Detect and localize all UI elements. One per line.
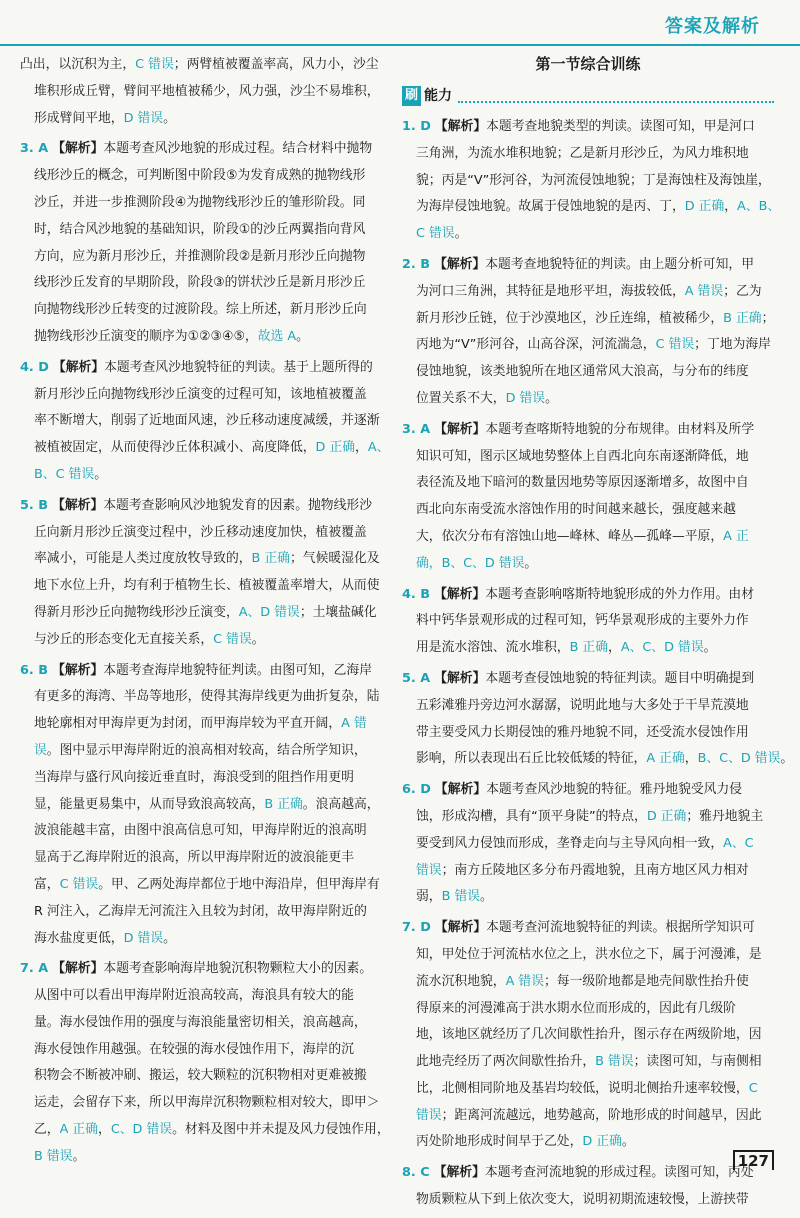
answer-item: [20, 136, 388, 350]
answer-line: [20, 1090, 388, 1117]
verdict-text: B、C、D 错误: [697, 751, 781, 767]
question-number: 4. D: [20, 359, 49, 375]
answer-line: [20, 1037, 388, 1064]
answer-line: [402, 746, 794, 773]
body-text: 形成臂间平地，: [34, 110, 124, 126]
answer-line: [20, 546, 388, 573]
answer-line: [402, 858, 774, 885]
answer-line: [402, 1022, 774, 1049]
body-text: 得原来的河漫滩高于洪水期水位而形成的，因此有几级阶: [416, 1000, 736, 1016]
answer-line: [20, 435, 388, 462]
question-number: 6. B: [20, 662, 48, 678]
verdict-text: D 正确: [646, 808, 687, 824]
verdict-text: B 正确: [723, 310, 762, 326]
body-text: ；乙为: [723, 283, 762, 299]
answer-line: [20, 355, 388, 382]
ability-label: 能力: [424, 87, 453, 104]
question-number: 3. A: [402, 421, 431, 437]
body-text: 线形沙丘发育的早期阶段，阶段③的饼状沙丘是新月形沙丘: [34, 275, 366, 291]
answer-line: [402, 386, 774, 413]
body-text: 显，能量更易集中，从而导致浪高较高，: [34, 796, 265, 812]
question-number: 6. D: [402, 782, 431, 798]
body-text: 比，北侧相同阶地及基岩均较低，说明北侧抬升速率较慢，: [416, 1080, 749, 1096]
verdict-text: A 正: [723, 528, 749, 544]
right-column: [402, 52, 794, 1218]
answer-line: [402, 1187, 774, 1214]
answer-line: [20, 382, 388, 409]
answer-line: [402, 1129, 774, 1156]
body-text: 。: [163, 930, 176, 946]
verdict-text: B 错误: [441, 889, 481, 905]
question-number: 1. D: [402, 119, 431, 134]
verdict-text: C 错误: [135, 57, 174, 72]
page-number: 127: [733, 1150, 774, 1170]
answer-line: [402, 279, 774, 306]
verdict-text: D 错误: [505, 390, 546, 406]
answer-line: [20, 658, 388, 685]
verdict-text: A、C、D 错误: [620, 640, 704, 656]
body-text: 方向，应为新月形沙丘，并推测阶段②是新月形沙丘向抛物: [34, 248, 366, 264]
body-text: 凸出，以沉积为主，: [20, 57, 136, 72]
verdict-text: 故选 A: [257, 328, 297, 344]
verdict-text: C 错误: [416, 226, 455, 242]
answer-line: [20, 520, 388, 547]
verdict-text: C 错误: [59, 876, 99, 892]
answer-line: [402, 497, 774, 524]
body-text: ；丁地为海岸: [694, 337, 771, 353]
answer-line: [402, 221, 774, 248]
body-text: 带主要受风力长期侵蚀的雅丹地貌不同，还受流水侵蚀作用: [416, 724, 749, 740]
answer-line: [20, 684, 388, 711]
answer-item: [20, 52, 388, 132]
body-text: 知识可知，图示区域地势整体上自西北向东南逐渐降低，地: [416, 448, 749, 464]
body-text: 得新月形沙丘向抛物线形沙丘演变，: [34, 604, 239, 620]
body-text: 率减小，可能是人类过度放牧导致的，: [34, 551, 252, 567]
body-text: 位置关系不大，: [416, 390, 506, 406]
answer-line: [402, 417, 774, 444]
body-text: 西北向东南受流水溶蚀作用的时间越来越长，强度越来越: [416, 502, 736, 518]
body-text: 线形沙丘的概念，可判断图中阶段⑤为发育成熟的抛物线形: [34, 168, 366, 184]
body-text: ；雅丹地貌主: [686, 808, 764, 824]
answer-line: [20, 106, 388, 133]
answer-line: [402, 332, 774, 359]
question-number: 7. D: [402, 920, 431, 936]
answer-item: [402, 114, 781, 248]
body-text: 显高于乙海岸附近的浪高，所以甲海岸附近的波浪能更丰: [34, 850, 354, 866]
answer-line: [20, 956, 388, 983]
question-number: 7. A: [20, 961, 49, 977]
verdict-text: C 错误: [213, 631, 252, 647]
answer-line: [20, 136, 388, 163]
body-text: 为海岸侵蚀地貌。故属于侵蚀地貌的是丙、丁，: [416, 199, 685, 215]
answer-line: [402, 444, 774, 471]
body-text: 从图中可以看出甲海岸附近浪高较高，海浪具有较大的能: [34, 988, 354, 1004]
body-text: ；气候暖湿化及: [290, 551, 380, 567]
analysis-tag: 【解析】: [434, 421, 486, 437]
answer-line: [402, 551, 774, 578]
answer-item: [402, 252, 774, 413]
ability-badge: 刷: [402, 86, 421, 106]
answer-line: [20, 899, 388, 926]
body-text: ；距离河流越远，地势越高，阶地形成的时间越早，因此: [441, 1107, 762, 1123]
body-text: ，: [724, 199, 738, 215]
answer-line: [20, 627, 388, 654]
body-text: 。: [94, 466, 107, 482]
verdict-text: 误: [34, 742, 47, 758]
answer-item: [402, 417, 774, 578]
verdict-text: 错误: [416, 1107, 442, 1123]
body-text: 当海岸与盛行风向接近垂直时，海浪受到的阻挡作用更明: [34, 769, 354, 785]
body-text: 。图中显示甲海岸附近的浪高相对较高，结合所学知识，: [46, 742, 367, 758]
body-text: 知，甲处位于河流枯水位之上，洪水位之下，属于河漫滩，是: [416, 946, 762, 962]
answer-line: [20, 217, 388, 244]
body-text: 积物会不断被冲刷、搬运，较大颗粒的沉积物相对更难被搬: [34, 1068, 367, 1084]
body-text: 被植被固定，从而使得沙丘体积减小、高度降低，: [34, 440, 316, 456]
verdict-text: 确，B、C、D 错误: [416, 555, 525, 571]
question-number: 5. B: [20, 497, 48, 513]
answer-line: [20, 845, 388, 872]
body-text: 。: [780, 751, 794, 767]
answer-line: [402, 804, 774, 831]
analysis-tag: 【解析】: [434, 782, 487, 798]
verdict-text: D 正确: [684, 199, 725, 215]
verdict-text: D 错误: [123, 110, 164, 126]
answer-line: [402, 608, 774, 635]
answer-line: [402, 720, 774, 747]
verdict-text: 错误: [416, 862, 442, 878]
verdict-text: D 正确: [315, 440, 356, 456]
verdict-text: C 错误: [655, 337, 695, 353]
answer-line: [402, 141, 774, 168]
body-text: 五彩滩雅丹旁边河水潺潺，说明此地与大多处于干旱荒漠地: [416, 697, 749, 713]
verdict-text: B 错误: [595, 1054, 634, 1070]
answer-line: [20, 163, 388, 190]
answer-line: [402, 969, 774, 996]
answer-item: [402, 1160, 774, 1214]
body-text: 为河口三角洲，其特征是地形平坦，海拔较低，: [416, 283, 685, 299]
answer-line: [402, 831, 774, 858]
analysis-tag: 【解析】: [434, 670, 486, 686]
body-text: 与沙丘的形态变化无直接关系，: [34, 631, 214, 647]
body-text: 抛物线形沙丘演变的顺序为①②③④⑤，: [34, 328, 258, 344]
analysis-tag: 【解析】: [52, 141, 104, 157]
body-text: 。: [480, 889, 493, 905]
answer-line: [402, 114, 774, 141]
body-text: 要受到风力侵蚀而形成，垄脊走向与主导风向相一致，: [416, 835, 724, 851]
verdict-text: A、D 错误: [238, 604, 300, 620]
body-text: 流水沉积地貌，: [416, 973, 506, 989]
answer-item: [20, 956, 388, 1170]
question-number: 3. A: [20, 141, 49, 157]
answer-line: [20, 1010, 388, 1037]
verdict-text: C: [748, 1080, 758, 1096]
answer-line: [402, 1160, 774, 1187]
answer-line: [402, 666, 774, 693]
body-text: 用是流水溶蚀、流水堆积，: [416, 640, 570, 656]
body-text: 海水侵蚀作用越强。在较强的海水侵蚀作用下，海岸的沉: [34, 1041, 354, 1057]
body-text: 料中钙华景观形成的过程可知，钙华景观形成的主要外力作: [416, 613, 749, 629]
body-text: 丙地为“V”形河谷，山高谷深，河流湍急，: [416, 337, 656, 353]
body-text: 地，该地区就经历了几次间歇性抬升，图示存在两级阶地，因: [416, 1027, 762, 1043]
body-text: 本题考查风沙地貌的特征。雅丹地貌受风力侵: [486, 782, 743, 798]
body-text: 三角洲，为流水堆积地貌；乙是新月形沙丘，为风力堆积地: [416, 145, 749, 161]
verdict-text: B、C 错误: [34, 466, 95, 482]
answer-line: [402, 996, 774, 1023]
answer-line: [20, 493, 388, 520]
answer-line: [402, 306, 774, 333]
body-text: 运走，会留存下来，所以甲海岸沉积物颗粒相对较大，即甲＞: [34, 1095, 380, 1111]
answer-line: [402, 1049, 774, 1076]
answer-line: [402, 194, 781, 221]
body-text: ；两臂植被覆盖率高，风力小，沙尘: [173, 57, 379, 72]
body-text: 。: [72, 1148, 86, 1164]
verdict-text: A 错: [341, 716, 367, 732]
answer-line: [20, 1144, 388, 1171]
body-text: 本题考查影响风沙地貌发育的因素。抛物线形沙: [103, 497, 372, 513]
body-text: 。浪高越高，: [302, 796, 380, 812]
answer-line: [20, 792, 388, 819]
body-text: 本题考查风沙地貌特征的判读。基于上题所得的: [104, 359, 373, 375]
section-title: 第一节综合训练: [535, 55, 641, 73]
body-text: 有更多的海湾、半岛等地形，使得其海岸线更为曲折复杂，陆: [34, 689, 380, 705]
body-text: 本题考查喀斯特地貌的分布规律。由材料及所学: [485, 421, 755, 437]
answer-line: [402, 915, 774, 942]
body-text: 丘向新月形沙丘演变过程中，沙丘移动速度加快，植被覆盖: [34, 524, 367, 540]
answer-item: [20, 355, 388, 489]
answer-line: [402, 1103, 774, 1130]
answer-line: [20, 79, 388, 106]
body-text: 。: [621, 1134, 635, 1150]
dotted-rule: [458, 89, 774, 103]
body-text: 富，: [34, 876, 60, 892]
body-text: 此地壳经历了两次间歇性抬升，: [416, 1054, 596, 1070]
body-text: 貌；丙是“V”形河谷，为河流侵蚀地貌；丁是海蚀柱及海蚀崖，: [416, 172, 771, 188]
body-text: ，: [98, 1122, 111, 1138]
answer-item: [20, 493, 388, 654]
body-text: ；读图可知，与南侧相: [633, 1054, 762, 1070]
ability-heading: [402, 84, 774, 108]
answer-line: [20, 872, 388, 899]
body-text: 本题考查河流地貌的形成过程。读图可知，丙处: [484, 1165, 754, 1181]
body-text: 堆积形成丘臂，臂间平地植被稀少，风力强，沙尘不易堆积，: [34, 83, 380, 99]
body-text: 。: [163, 110, 176, 126]
body-text: ；每一级阶地都是地壳间歇性抬升使: [544, 973, 749, 989]
verdict-text: B 正确: [569, 640, 609, 656]
body-text: 沙丘，并进一步推测阶段④为抛物线形沙丘的雏形阶段。同: [34, 194, 366, 210]
answer-line: [402, 582, 774, 609]
verdict-text: B 正确: [264, 796, 303, 812]
analysis-tag: 【解析】: [52, 497, 104, 513]
answer-line: [402, 470, 774, 497]
analysis-tag: 【解析】: [434, 256, 486, 272]
body-text: 量。海水侵蚀作用的强度与海浪能量密切相关，浪高越高，: [34, 1014, 367, 1030]
body-text: 物质颗粒从下到上依次变大，说明初期流速较慢，上游挟带: [416, 1192, 749, 1208]
answer-line: [402, 635, 774, 662]
answer-item: [402, 666, 794, 773]
left-column: [20, 52, 388, 1175]
body-text: 本题考查影响海岸地貌沉积物颗粒大小的因素。: [103, 961, 373, 977]
verdict-text: A 错误: [505, 973, 544, 989]
body-text: 。: [251, 631, 265, 647]
answer-line: [20, 711, 388, 738]
body-text: 本题考查河流地貌特征的判读。根据所学知识可: [486, 920, 755, 936]
body-text: 本题考查地貌特征的判读。由上题分析可知，甲: [485, 256, 754, 272]
answer-item: [402, 582, 774, 662]
body-text: 。: [545, 390, 558, 406]
header-rule: [0, 44, 800, 46]
answer-line: [20, 573, 388, 600]
verdict-text: B 正确: [251, 551, 290, 567]
body-text: 地轮廓相对甲海岸更为封闭，而甲海岸较为平直开阔，: [34, 716, 342, 732]
answer-line: [20, 765, 388, 792]
answer-line: [20, 818, 388, 845]
verdict-text: A 正确: [646, 751, 685, 767]
body-text: 时，结合风沙地貌的基础知识，阶段①的沙丘两翼指向背风: [34, 221, 366, 237]
answer-line: [20, 190, 388, 217]
answer-line: [20, 52, 388, 79]
body-text: 蚀，形成沟槽，具有“顶平身陡”的特点，: [416, 808, 647, 824]
answer-line: [20, 600, 388, 627]
body-text: 影响，所以表现出石丘比较低矮的特征，: [416, 751, 647, 767]
body-text: ；: [761, 310, 775, 326]
question-number: 2. B: [402, 256, 430, 272]
body-text: 本题考查地貌类型的判读。读图可知，甲是河口: [486, 119, 755, 134]
analysis-tag: 【解析】: [434, 119, 487, 134]
answer-item: [20, 658, 388, 953]
question-number: 5. A: [402, 670, 431, 686]
verdict-text: A、B、: [737, 199, 781, 215]
answer-line: [20, 983, 388, 1010]
body-text: 本题考查影响喀斯特地貌形成的外力作用。由材: [485, 586, 754, 602]
answer-line: [20, 297, 388, 324]
answer-line: [402, 359, 774, 386]
answer-line: [20, 1063, 388, 1090]
body-text: R 河注入，乙海岸无河流注入且较为封闭，故甲海岸附近的: [34, 903, 367, 919]
body-text: 。: [454, 226, 468, 242]
header-title: 答案及解析: [665, 16, 760, 37]
analysis-tag: 【解析】: [52, 359, 105, 375]
question-number: 4. B: [402, 586, 430, 602]
body-text: 海水盐度更低，: [34, 930, 124, 946]
body-text: 。: [296, 328, 309, 344]
verdict-text: B 错误: [34, 1148, 73, 1164]
body-text: 乙，: [34, 1122, 60, 1138]
answer-line: [20, 1117, 388, 1144]
answer-item: [402, 915, 774, 1156]
body-text: 率不断增大，削弱了近地面风速，沙丘移动速度减缓，并逐渐: [34, 413, 380, 429]
answer-line: [20, 244, 388, 271]
analysis-tag: 【解析】: [434, 920, 487, 936]
body-text: 弱，: [416, 889, 442, 905]
answer-line: [402, 1076, 774, 1103]
analysis-tag: 【解析】: [52, 961, 104, 977]
body-text: 侵蚀地貌，该类地貌所在地区通常风大浪高，与分布的纬度: [416, 364, 749, 380]
body-text: ，: [355, 440, 368, 456]
body-text: 波浪能越丰富，由图中浪高信息可知，甲海岸附近的浪高明: [34, 823, 367, 839]
body-text: 本题考查海岸地貌特征判读。由图可知，乙海岸: [103, 662, 372, 678]
body-text: ，: [684, 751, 698, 767]
body-text: 新月形沙丘链，位于沙漠地区，沙丘连绵，植被稀少，: [416, 310, 724, 326]
answer-line: [20, 462, 388, 489]
body-text: ；土壤盐碱化: [299, 604, 377, 620]
analysis-tag: 【解析】: [52, 662, 104, 678]
verdict-text: A、: [367, 440, 390, 456]
verdict-text: C、D 错误: [110, 1122, 173, 1138]
answer-line: [402, 884, 774, 911]
body-text: 。甲、乙两处海岸都位于地中海沿岸，但甲海岸有: [98, 876, 380, 892]
answer-line: [20, 324, 388, 351]
body-text: 本题考查风沙地貌的形成过程。结合材料中抛物: [103, 141, 373, 157]
analysis-tag: 【解析】: [434, 586, 486, 602]
body-text: 大，依次分布有溶蚀山地—峰林、峰丛—孤峰—平原，: [416, 528, 724, 544]
answer-line: [402, 168, 774, 195]
body-text: 向抛物线形沙丘转变的过渡阶段。综上所述，新月形沙丘向: [34, 302, 367, 318]
body-text: 。材料及图中并未提及风力侵蚀作用，: [172, 1122, 390, 1138]
answer-line: [20, 408, 388, 435]
verdict-text: A 错误: [684, 283, 724, 299]
answer-line: [402, 524, 774, 551]
answer-line: [20, 738, 388, 765]
body-text: 本题考查侵蚀地貌的特征判读。题目中明确提到: [485, 670, 755, 686]
right-items: [402, 114, 794, 1214]
question-number: 8. C: [402, 1165, 430, 1181]
answer-line: [20, 926, 388, 953]
body-text: ；南方丘陵地区多分布丹霞地貌，且南方地区风力相对: [441, 862, 749, 878]
verdict-text: A 正确: [59, 1122, 99, 1138]
analysis-tag: 【解析】: [433, 1165, 485, 1181]
verdict-text: D 错误: [123, 930, 164, 946]
body-text: 地下水位上升，均有利于植物生长、植被覆盖率增大，从而使: [34, 578, 380, 594]
verdict-text: D 正确: [582, 1134, 622, 1150]
answer-line: [402, 942, 774, 969]
answer-item: [402, 777, 774, 911]
answer-line: [402, 693, 774, 720]
body-text: 。: [703, 640, 717, 656]
body-text: ，: [608, 640, 621, 656]
answer-line: [402, 252, 774, 279]
body-text: 新月形沙丘向抛物线形沙丘演变的过程可知，该地植被覆盖: [34, 386, 367, 402]
body-text: 丙处阶地形成时间早于乙处，: [416, 1134, 583, 1150]
answer-line: [402, 777, 774, 804]
verdict-text: A、C: [723, 835, 754, 851]
answer-line: [20, 270, 388, 297]
body-text: 表径流及地下暗河的数量因地势等原因逐渐增多，故图中自: [416, 475, 749, 491]
body-text: 。: [524, 555, 538, 571]
